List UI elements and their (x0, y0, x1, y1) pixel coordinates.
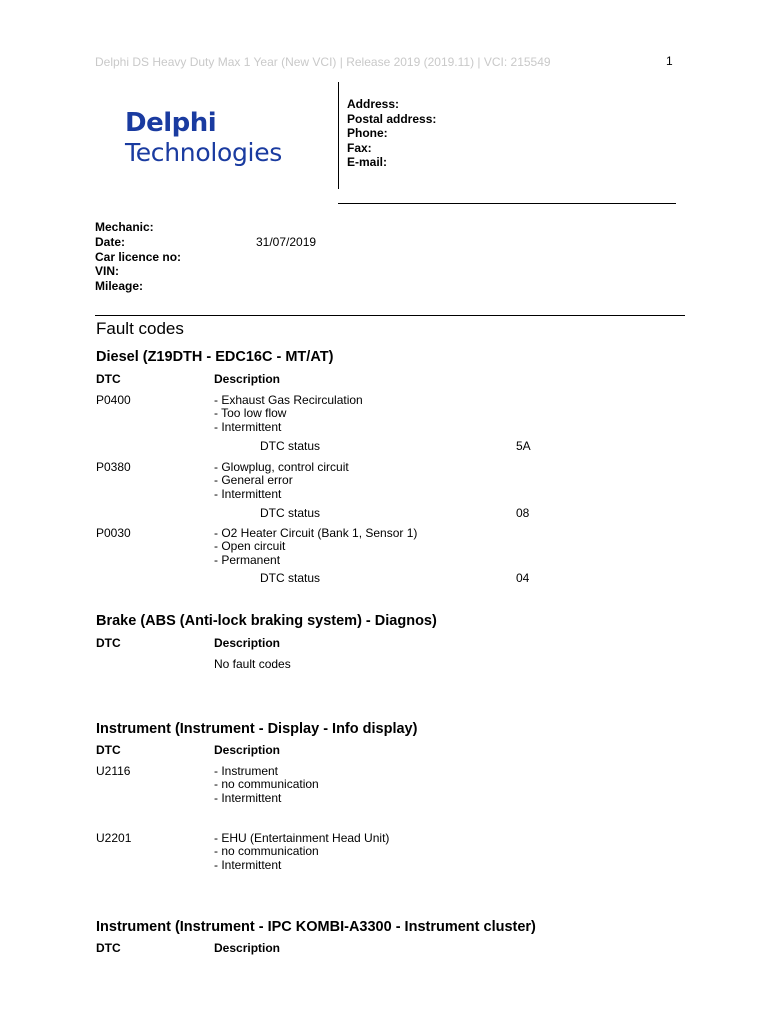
logo-line-1: Delphi (125, 108, 217, 138)
info-label: Date: (95, 234, 126, 249)
column-header-dtc: DTC (96, 636, 121, 650)
description-line: - Intermittent (214, 790, 282, 805)
description-line: - Intermittent (214, 419, 282, 434)
dtc-status-label: DTC status (260, 439, 321, 453)
info-label: Mileage: (95, 279, 144, 294)
description-line: - no communication (214, 777, 319, 792)
dtc-code: U2116 (96, 764, 131, 778)
fault-codes-title: Fault codes (96, 319, 184, 338)
vertical-divider (338, 82, 339, 189)
info-row-mileage (95, 279, 316, 294)
section-title-diesel: Diesel (Z19DTH - EDC16C - MT/AT) (96, 349, 334, 365)
description-line: - Permanent (214, 552, 281, 567)
no-fault-codes-text: No fault codes (214, 657, 291, 671)
description-line: - O2 Heater Circuit (Bank 1, Sensor 1) (214, 526, 418, 540)
dtc-description (214, 527, 417, 567)
document-header: Delphi DS Heavy Duty Max 1 Year (New VCI) | Release 2019 (2019.11) | VCI: 215549 (95, 55, 551, 69)
dtc-status-value: 08 (516, 506, 530, 520)
dtc-description (214, 461, 349, 501)
info-value: 31/07/2019 (256, 234, 317, 249)
description-line: - General error (214, 473, 293, 488)
description-line: - Open circuit (214, 539, 286, 554)
column-header-description: Description (214, 941, 281, 955)
description-line: - Instrument (214, 764, 279, 778)
column-header-dtc: DTC (96, 941, 121, 955)
section-title-instrument-display: Instrument (Instrument - Display - Info display) (96, 721, 418, 737)
dtc-code: U2201 (96, 831, 132, 845)
description-line: - EHU (Entertainment Head Unit) (214, 831, 390, 845)
column-header-description: Description (214, 636, 281, 650)
dtc-description (214, 394, 363, 434)
column-header-dtc: DTC (96, 372, 121, 386)
info-row-car-licence (95, 250, 316, 265)
address-block (347, 97, 436, 170)
description-line: - no communication (214, 844, 319, 859)
info-row-mechanic (95, 220, 316, 235)
dtc-code: P0400 (96, 393, 131, 407)
column-header-description: Description (214, 372, 281, 386)
dtc-code: P0380 (96, 460, 131, 474)
dtc-description (214, 832, 389, 872)
page-number: 1 (666, 54, 673, 68)
info-row-date (95, 235, 316, 250)
address-label: Address: (347, 97, 400, 111)
section-divider (95, 315, 685, 316)
dtc-status-label: DTC status (260, 506, 321, 520)
logo-line-2: Technologies (125, 138, 282, 167)
dtc-description (214, 765, 319, 805)
info-label: Car licence no: (95, 249, 182, 264)
section-title-instrument-cluster: Instrument (Instrument - IPC KOMBI-A3300 - Instrument cluster) (96, 919, 536, 935)
dtc-status-value: 04 (516, 571, 530, 585)
company-logo (125, 108, 282, 168)
column-header-description: Description (214, 743, 281, 757)
description-line: - Too low flow (214, 406, 287, 421)
vehicle-info (95, 220, 316, 294)
postal-address-label: Postal address: (347, 111, 437, 126)
info-label: Mechanic: (95, 220, 154, 234)
description-line: - Intermittent (214, 486, 282, 501)
description-line: - Exhaust Gas Recirculation (214, 393, 363, 407)
fax-label: Fax: (347, 140, 372, 155)
description-line: - Intermittent (214, 857, 282, 872)
dtc-status-label: DTC status (260, 571, 321, 585)
section-title-brake: Brake (ABS (Anti-lock braking system) - Diagnos) (96, 613, 437, 629)
dtc-code: P0030 (96, 526, 131, 540)
phone-label: Phone: (347, 126, 388, 140)
dtc-status-value: 5A (516, 439, 531, 453)
info-row-vin (95, 264, 316, 279)
column-header-dtc: DTC (96, 743, 121, 757)
header-divider (338, 203, 676, 204)
description-line: - Glowplug, control circuit (214, 460, 349, 474)
info-label: VIN: (95, 264, 119, 279)
email-label: E-mail: (347, 155, 388, 169)
